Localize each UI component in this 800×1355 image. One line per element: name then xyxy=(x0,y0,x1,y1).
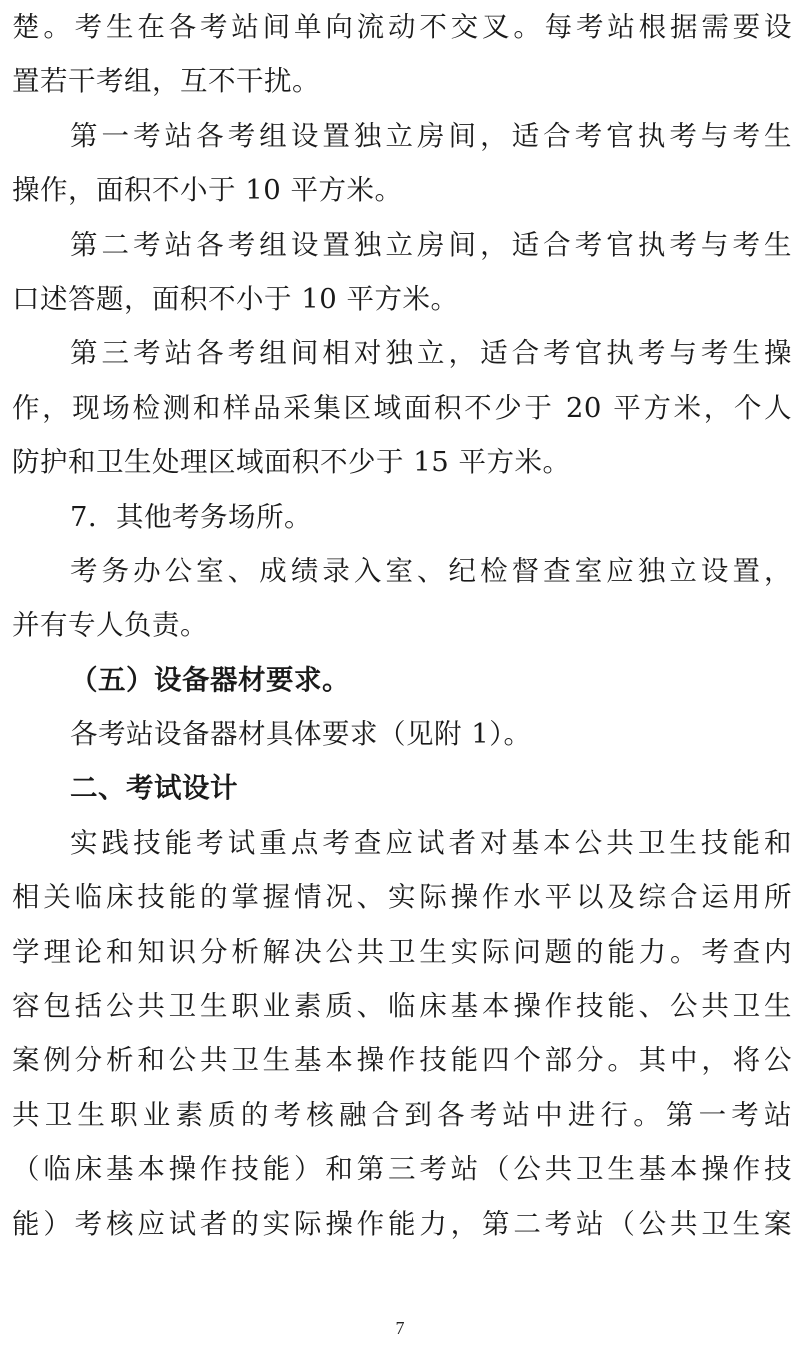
text-line: 防护和卫生处理区域面积不少于 15 平方米。 xyxy=(12,446,571,479)
text-line: 口述答题，面积不小于 10 平方米。 xyxy=(12,282,459,315)
text-line: 共卫生职业素质的考核融合到各考站中进行。第一考站 xyxy=(12,1098,792,1131)
paragraph-first-line: 第一考站各考组设置独立房间，适合考官执考与考生 xyxy=(70,119,792,152)
paragraph-first-line: 第二考站各考组设置独立房间，适合考官执考与考生 xyxy=(70,228,792,261)
section-subheading: （五）设备器材要求。 xyxy=(70,663,350,696)
paragraph-first-line: 考务办公室、成绩录入室、纪检督查室应独立设置， xyxy=(70,554,792,587)
page-number: 7 xyxy=(395,1318,405,1338)
text-line: 能）考核应试者的实际操作能力，第二考站（公共卫生案 xyxy=(12,1207,792,1240)
paragraph-first-line: 第三考站各考组间相对独立，适合考官执考与考生操 xyxy=(70,337,792,370)
text-line: 楚。考生在各考站间单向流动不交叉。每考站根据需要设 xyxy=(12,11,792,43)
text-line: 置若干考组，互不干扰。 xyxy=(12,65,320,98)
text-line: 学理论和知识分析解决公共卫生实际问题的能力。考查内 xyxy=(12,935,792,968)
text-line: 容包括公共卫生职业素质、临床基本操作技能、公共卫生 xyxy=(12,990,792,1023)
section-heading: 二、考试设计 xyxy=(70,772,238,805)
text-line: 案例分析和公共卫生基本操作技能四个部分。其中，将公 xyxy=(12,1044,792,1077)
paragraph-first-line: 实践技能考试重点考查应试者对基本公共卫生技能和 xyxy=(70,826,792,859)
list-item-heading: 7．其他考务场所。 xyxy=(70,500,312,533)
document-body xyxy=(12,0,792,1251)
text-line: 作，现场检测和样品采集区域面积不少于 20 平方米，个人 xyxy=(12,391,792,424)
text-line: （临床基本操作技能）和第三考站（公共卫生基本操作技 xyxy=(12,1153,792,1186)
text-line: 并有专人负责。 xyxy=(12,609,208,642)
text-line: 相关临床技能的掌握情况、实际操作水平以及综合运用所 xyxy=(12,881,792,914)
paragraph-first-line: 各考站设备器材具体要求（见附 1）。 xyxy=(70,718,532,751)
text-line: 操作，面积不小于 10 平方米。 xyxy=(12,174,403,207)
